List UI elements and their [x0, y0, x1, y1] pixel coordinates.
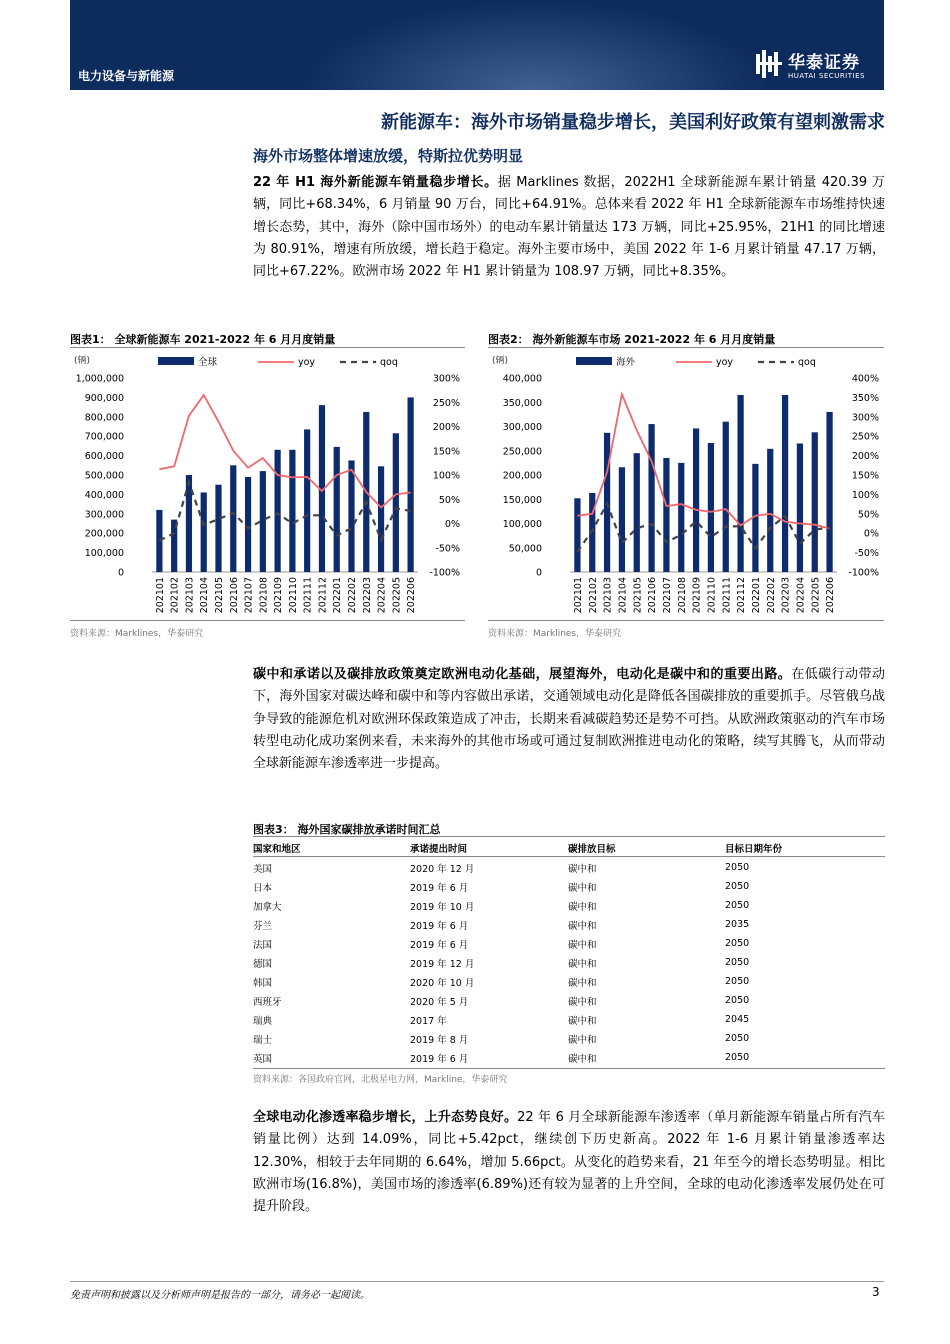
figure-2-chart — [488, 352, 884, 618]
table-cell: 2019 年 6 月 — [410, 920, 469, 932]
y-tick-label-right: 300% — [432, 373, 460, 385]
table-3-top-rule — [253, 836, 885, 837]
table-cell: 2035 — [725, 919, 750, 930]
x-tick-label: 202107 — [243, 577, 255, 614]
paragraph-2-body: 在低碳行动带动下，海外国家对碳达峰和碳中和等内容做出承诺，交通领域电动化是降低各国碳排放的重要抓手。尽管俄乌战争导致的能源危机对欧洲环保政策造成了冲击，长期来看减碳趋势还是势不可挡。从欧洲政策驱动的汽车市场转型电动化成功案例来看，未来海外的其他市场或可通过复制欧洲推进电动化的策略，续写其腾飞，从而带动全球新能源车渗透率进一步提高。 — [253, 667, 885, 772]
table-cell: 韩国 — [253, 977, 273, 989]
legend-bar-swatch — [158, 357, 194, 365]
table-row — [253, 991, 885, 1010]
bar — [408, 397, 414, 572]
x-tick-label: 202105 — [214, 577, 225, 614]
y-tick-label-right: 0% — [444, 519, 460, 530]
x-tick-label: 202101 — [572, 577, 584, 614]
table-cell: 碳中和 — [568, 863, 597, 875]
x-tick-label: 202105 — [632, 577, 644, 614]
table-cell: 西班牙 — [253, 996, 282, 1008]
bar — [619, 467, 625, 572]
table-cell: 碳中和 — [568, 1015, 597, 1027]
page-number: 3 — [872, 1285, 880, 1299]
bar — [767, 449, 773, 572]
y-tick-label-right: 250% — [432, 397, 460, 409]
y-tick-label-left: 700,000 — [84, 431, 124, 443]
section-subtitle: 海外市场整体增速放缓，特斯拉优势明显 — [253, 147, 524, 165]
logo-subtext: HUATAI SECURITIES — [788, 72, 865, 80]
x-tick-label: 202202 — [347, 577, 358, 614]
paragraph-1 — [253, 172, 885, 283]
table-cell: 2050 — [725, 957, 750, 968]
x-tick-label: 202205 — [391, 577, 403, 614]
x-tick-label: 202203 — [361, 577, 373, 614]
table-cell: 2017 年 — [410, 1015, 447, 1027]
table-cell: 英国 — [253, 1053, 273, 1065]
paragraph-2 — [253, 664, 885, 775]
y-tick-label-right: -100% — [429, 567, 460, 579]
bar — [782, 395, 788, 572]
x-tick-label: 202201 — [332, 577, 344, 614]
y-tick-label-right: 200% — [851, 451, 879, 463]
table-cell: 碳中和 — [568, 939, 597, 951]
table-cell: 2050 — [725, 976, 750, 987]
y-tick-label-left: 400,000 — [502, 373, 542, 385]
y-tick-label-right: 350% — [851, 392, 879, 404]
figure-1-title: 图表1： 全球新能源车 2021-2022 年 6 月月度销量 — [70, 333, 336, 346]
table-cell: 碳中和 — [568, 882, 597, 894]
x-tick-label: 202110 — [287, 577, 299, 614]
x-tick-label: 202111 — [721, 577, 733, 614]
page-header — [70, 0, 884, 90]
x-tick-label: 202204 — [795, 577, 807, 614]
legend-bar-swatch — [576, 357, 612, 365]
table-cell: 2050 — [725, 1033, 750, 1044]
x-tick-label: 202111 — [302, 577, 314, 614]
y-tick-label-right: 250% — [851, 431, 879, 443]
table-row — [253, 915, 885, 934]
x-tick-label: 202102 — [169, 577, 181, 614]
table-cell: 2019 年 8 月 — [410, 1034, 469, 1046]
table-cell: 2045 — [725, 1014, 750, 1025]
bar — [723, 422, 729, 572]
y-tick-label-right: 50% — [438, 494, 460, 506]
legend-qoq-label: qoq — [798, 357, 816, 368]
y-tick-label-left: 800,000 — [84, 412, 124, 424]
y-tick-label-right: -50% — [435, 543, 460, 555]
y-axis-unit-label: (辆) — [492, 356, 509, 366]
paragraph-1-body: 据 Marklines 数据，2022H1 全球新能源车累计销量 420.39 万辆，同比+68.34%，6 月销量 90 万台，同比+64.91%。总体来看 2022 年 H1 全球新能源车市场维持快速增长态势，其中，海外（除中国市场外）的电动车累计销量达 173 万辆，同比+25.95%，21H1 的同比增速为 80.91%，增速有所放缓，增长趋于稳定。海外主要市场中，美国 2022 年 1-6 月累计销量 47.17 万辆，同比+67.22%。欧洲市场 2022 年 H1 累计销量为 108.97 万辆，同比+8.35%。 — [253, 175, 885, 280]
company-logo — [756, 48, 876, 84]
table-row — [253, 877, 885, 896]
table-cell: 瑞士 — [253, 1034, 273, 1046]
x-tick-label: 202104 — [199, 577, 211, 614]
x-tick-label: 202204 — [376, 577, 388, 614]
footer-rule — [70, 1281, 884, 1282]
bar — [334, 447, 340, 572]
table-cell: 法国 — [253, 939, 273, 951]
y-tick-label-left: 200,000 — [84, 528, 124, 540]
y-tick-label-left: 150,000 — [502, 494, 542, 506]
bar — [275, 450, 281, 572]
x-tick-label: 202103 — [602, 577, 614, 614]
y-tick-label-right: 100% — [432, 470, 460, 482]
paragraph-3 — [253, 1107, 885, 1218]
y-tick-label-right: 400% — [851, 373, 879, 385]
table-cell: 碳中和 — [568, 996, 597, 1008]
legend-yoy-label: yoy — [716, 357, 734, 368]
bar — [156, 510, 162, 572]
table-header-cell: 国家和地区 — [253, 844, 301, 855]
y-axis-unit-label: (辆) — [74, 356, 91, 366]
table-header-cell: 承诺提出时间 — [410, 844, 468, 855]
section-label: 电力设备与新能源 — [78, 69, 175, 83]
x-tick-label: 202110 — [706, 577, 718, 614]
x-tick-label: 202206 — [825, 577, 837, 614]
table-row — [253, 1048, 885, 1067]
bar — [245, 477, 251, 572]
paragraph-3-body: 22 年 6 月全球新能源车渗透率（单月新能源车销量占所有汽车销量比例）达到 14.09%，同比+5.42pct，继续创下历史新高。2022 年 1-6 月累计销量渗透率达 12.30%，相较于去年同期的 6.64%，增加 5.66pct。从变化的趋势来看，21 年至今的增长态势明显。相比欧洲市场(16.8%)，美国市场的渗透率(6.89%)还有较为显著的上升空间，全球的电动化渗透率发展仍处在可提升阶段。 — [253, 1110, 885, 1215]
figure-1-chart — [70, 352, 465, 618]
y-tick-label-left: 200,000 — [502, 470, 542, 482]
x-tick-label: 202108 — [676, 577, 688, 614]
paragraph-1-lead: 22 年 H1 海外新能源车销量稳步增长。 — [253, 175, 498, 190]
y-tick-label-right: 50% — [857, 509, 879, 521]
y-tick-label-left: 0 — [117, 567, 124, 579]
table-cell: 2019 年 6 月 — [410, 1053, 469, 1065]
table-cell: 碳中和 — [568, 1034, 597, 1046]
table-cell: 碳中和 — [568, 977, 597, 989]
y-tick-label-left: 300,000 — [502, 422, 542, 433]
table-3-bottom-rule — [253, 1068, 885, 1069]
logo-icon — [756, 50, 782, 78]
bar — [348, 460, 354, 572]
y-tick-label-right: 200% — [432, 422, 460, 433]
table-cell: 碳中和 — [568, 958, 597, 970]
figure-2-rule — [488, 347, 884, 348]
bar — [304, 429, 310, 572]
figure-2-source: 资料来源：Marklines，华泰研究 — [488, 629, 622, 639]
table-cell: 2050 — [725, 1052, 750, 1063]
bar — [708, 443, 714, 572]
table-cell: 2020 年 12 月 — [410, 863, 475, 875]
table-cell: 加拿大 — [253, 901, 282, 913]
figure-2-title: 图表2： 海外新能源车市场 2021-2022 年 6 月月度销量 — [488, 333, 776, 346]
x-tick-label: 202102 — [587, 577, 599, 614]
bar — [737, 395, 743, 572]
table-header-cell: 目标日期年份 — [725, 844, 783, 855]
paragraph-2-lead: 碳中和承诺以及碳排放政策奠定欧洲电动化基础，展望海外，电动化是碳中和的重要出路。 — [253, 667, 792, 682]
table-cell: 德国 — [253, 958, 273, 970]
bar — [201, 492, 207, 572]
table-cell: 2019 年 6 月 — [410, 939, 469, 951]
bar — [693, 428, 699, 572]
table-cell: 2020 年 10 月 — [410, 977, 475, 989]
y-tick-label-right: 0% — [863, 528, 879, 540]
paragraph-3-lead: 全球电动化渗透率稳步增长，上升态势良好。 — [253, 1110, 518, 1125]
y-tick-label-left: 100,000 — [84, 548, 124, 560]
x-tick-label: 202201 — [750, 577, 762, 614]
figure-1-bottom-rule — [70, 620, 465, 621]
x-tick-label: 202205 — [810, 577, 822, 614]
table-row — [253, 972, 885, 991]
table-row — [253, 934, 885, 953]
y-tick-label-left: 0 — [535, 567, 542, 579]
y-tick-label-left: 400,000 — [84, 489, 124, 501]
table-row — [253, 953, 885, 972]
x-tick-label: 202206 — [406, 577, 418, 614]
y-tick-label-left: 600,000 — [84, 451, 124, 463]
table-cell: 2050 — [725, 938, 750, 949]
x-tick-label: 202101 — [154, 577, 166, 614]
table-cell: 瑞典 — [253, 1015, 273, 1027]
bar — [378, 466, 384, 572]
footer-disclaimer: 免责声明和披露以及分析师声明是报告的一部分，请务必一起阅读。 — [70, 1290, 370, 1301]
y-tick-label-right: -50% — [854, 548, 879, 560]
bar — [260, 471, 266, 572]
x-tick-label: 202202 — [765, 577, 777, 614]
legend-yoy-label: yoy — [298, 357, 316, 368]
table-row — [253, 858, 885, 877]
x-tick-label: 202107 — [661, 577, 673, 614]
bar — [634, 453, 640, 572]
table-cell: 碳中和 — [568, 1053, 597, 1065]
table-3-title: 图表3： 海外国家碳排放承诺时间汇总 — [253, 823, 441, 836]
yoy-line — [159, 395, 410, 508]
table-cell: 2050 — [725, 881, 750, 892]
table-cell: 2050 — [725, 995, 750, 1006]
legend-bar-label: 全球 — [198, 357, 218, 368]
table-3 — [253, 838, 885, 1067]
bar — [289, 450, 295, 572]
x-tick-label: 202103 — [184, 577, 196, 614]
figure-1-source: 资料来源：Marklines，华泰研究 — [70, 629, 204, 639]
figure-1-rule — [70, 347, 465, 348]
y-tick-label-right: 300% — [851, 412, 879, 424]
table-3-header-rule — [253, 856, 885, 857]
y-tick-label-left: 500,000 — [84, 470, 124, 482]
table-cell: 2050 — [725, 862, 750, 873]
bar — [678, 463, 684, 572]
x-tick-label: 202108 — [258, 577, 270, 614]
table-header-row — [253, 838, 885, 858]
table-row — [253, 1010, 885, 1029]
table-cell: 美国 — [253, 863, 273, 875]
table-cell: 2019 年 10 月 — [410, 901, 475, 913]
table-row — [253, 1029, 885, 1048]
y-tick-label-left: 300,000 — [84, 509, 124, 521]
header-decoration — [300, 0, 770, 90]
table-cell: 碳中和 — [568, 920, 597, 932]
table-cell: 芬兰 — [253, 920, 273, 932]
y-tick-label-right: 150% — [851, 470, 879, 482]
table-row — [253, 896, 885, 915]
y-tick-label-right: 150% — [432, 446, 460, 458]
table-cell: 2020 年 5 月 — [410, 996, 469, 1008]
bar — [574, 498, 580, 572]
bar — [648, 424, 654, 572]
x-tick-label: 202109 — [273, 577, 285, 614]
y-tick-label-right: -100% — [848, 567, 879, 579]
y-tick-label-left: 900,000 — [84, 392, 124, 404]
y-tick-label-left: 100,000 — [502, 519, 542, 530]
bar — [230, 465, 236, 572]
figure-2-bottom-rule — [488, 620, 884, 621]
page-title: 新能源车：海外市场销量稳步增长，美国利好政策有望刺激需求 — [381, 112, 885, 133]
y-tick-label-left: 1,000,000 — [75, 373, 124, 385]
x-tick-label: 202203 — [780, 577, 792, 614]
bar — [797, 443, 803, 572]
x-tick-label: 202106 — [647, 577, 659, 614]
table-cell: 2019 年 6 月 — [410, 882, 469, 894]
x-tick-label: 202104 — [617, 577, 629, 614]
table-cell: 2019 年 12 月 — [410, 958, 475, 970]
bar — [663, 458, 669, 572]
legend-qoq-label: qoq — [380, 357, 398, 368]
qoq-line — [159, 482, 410, 540]
bar — [826, 412, 832, 572]
legend-bar-label: 海外 — [616, 357, 636, 368]
table-cell: 2050 — [725, 900, 750, 911]
x-tick-label: 202109 — [691, 577, 703, 614]
x-tick-label: 202112 — [317, 577, 329, 614]
bar — [215, 485, 221, 572]
table-cell: 碳中和 — [568, 901, 597, 913]
yoy-line — [577, 394, 829, 528]
y-tick-label-left: 350,000 — [502, 397, 542, 409]
logo-text: 华泰证券 — [788, 53, 860, 73]
x-tick-label: 202112 — [736, 577, 748, 614]
table-3-source: 资料来源：各国政府官网，北极星电力网，Markline，华泰研究 — [253, 1075, 508, 1085]
x-tick-label: 202106 — [228, 577, 240, 614]
bar — [393, 433, 399, 572]
table-header-cell: 碳排放目标 — [568, 844, 616, 855]
bar — [812, 432, 818, 572]
y-tick-label-left: 50,000 — [508, 543, 542, 555]
y-tick-label-left: 250,000 — [502, 446, 542, 458]
table-cell: 日本 — [253, 882, 273, 894]
y-tick-label-right: 100% — [851, 489, 879, 501]
